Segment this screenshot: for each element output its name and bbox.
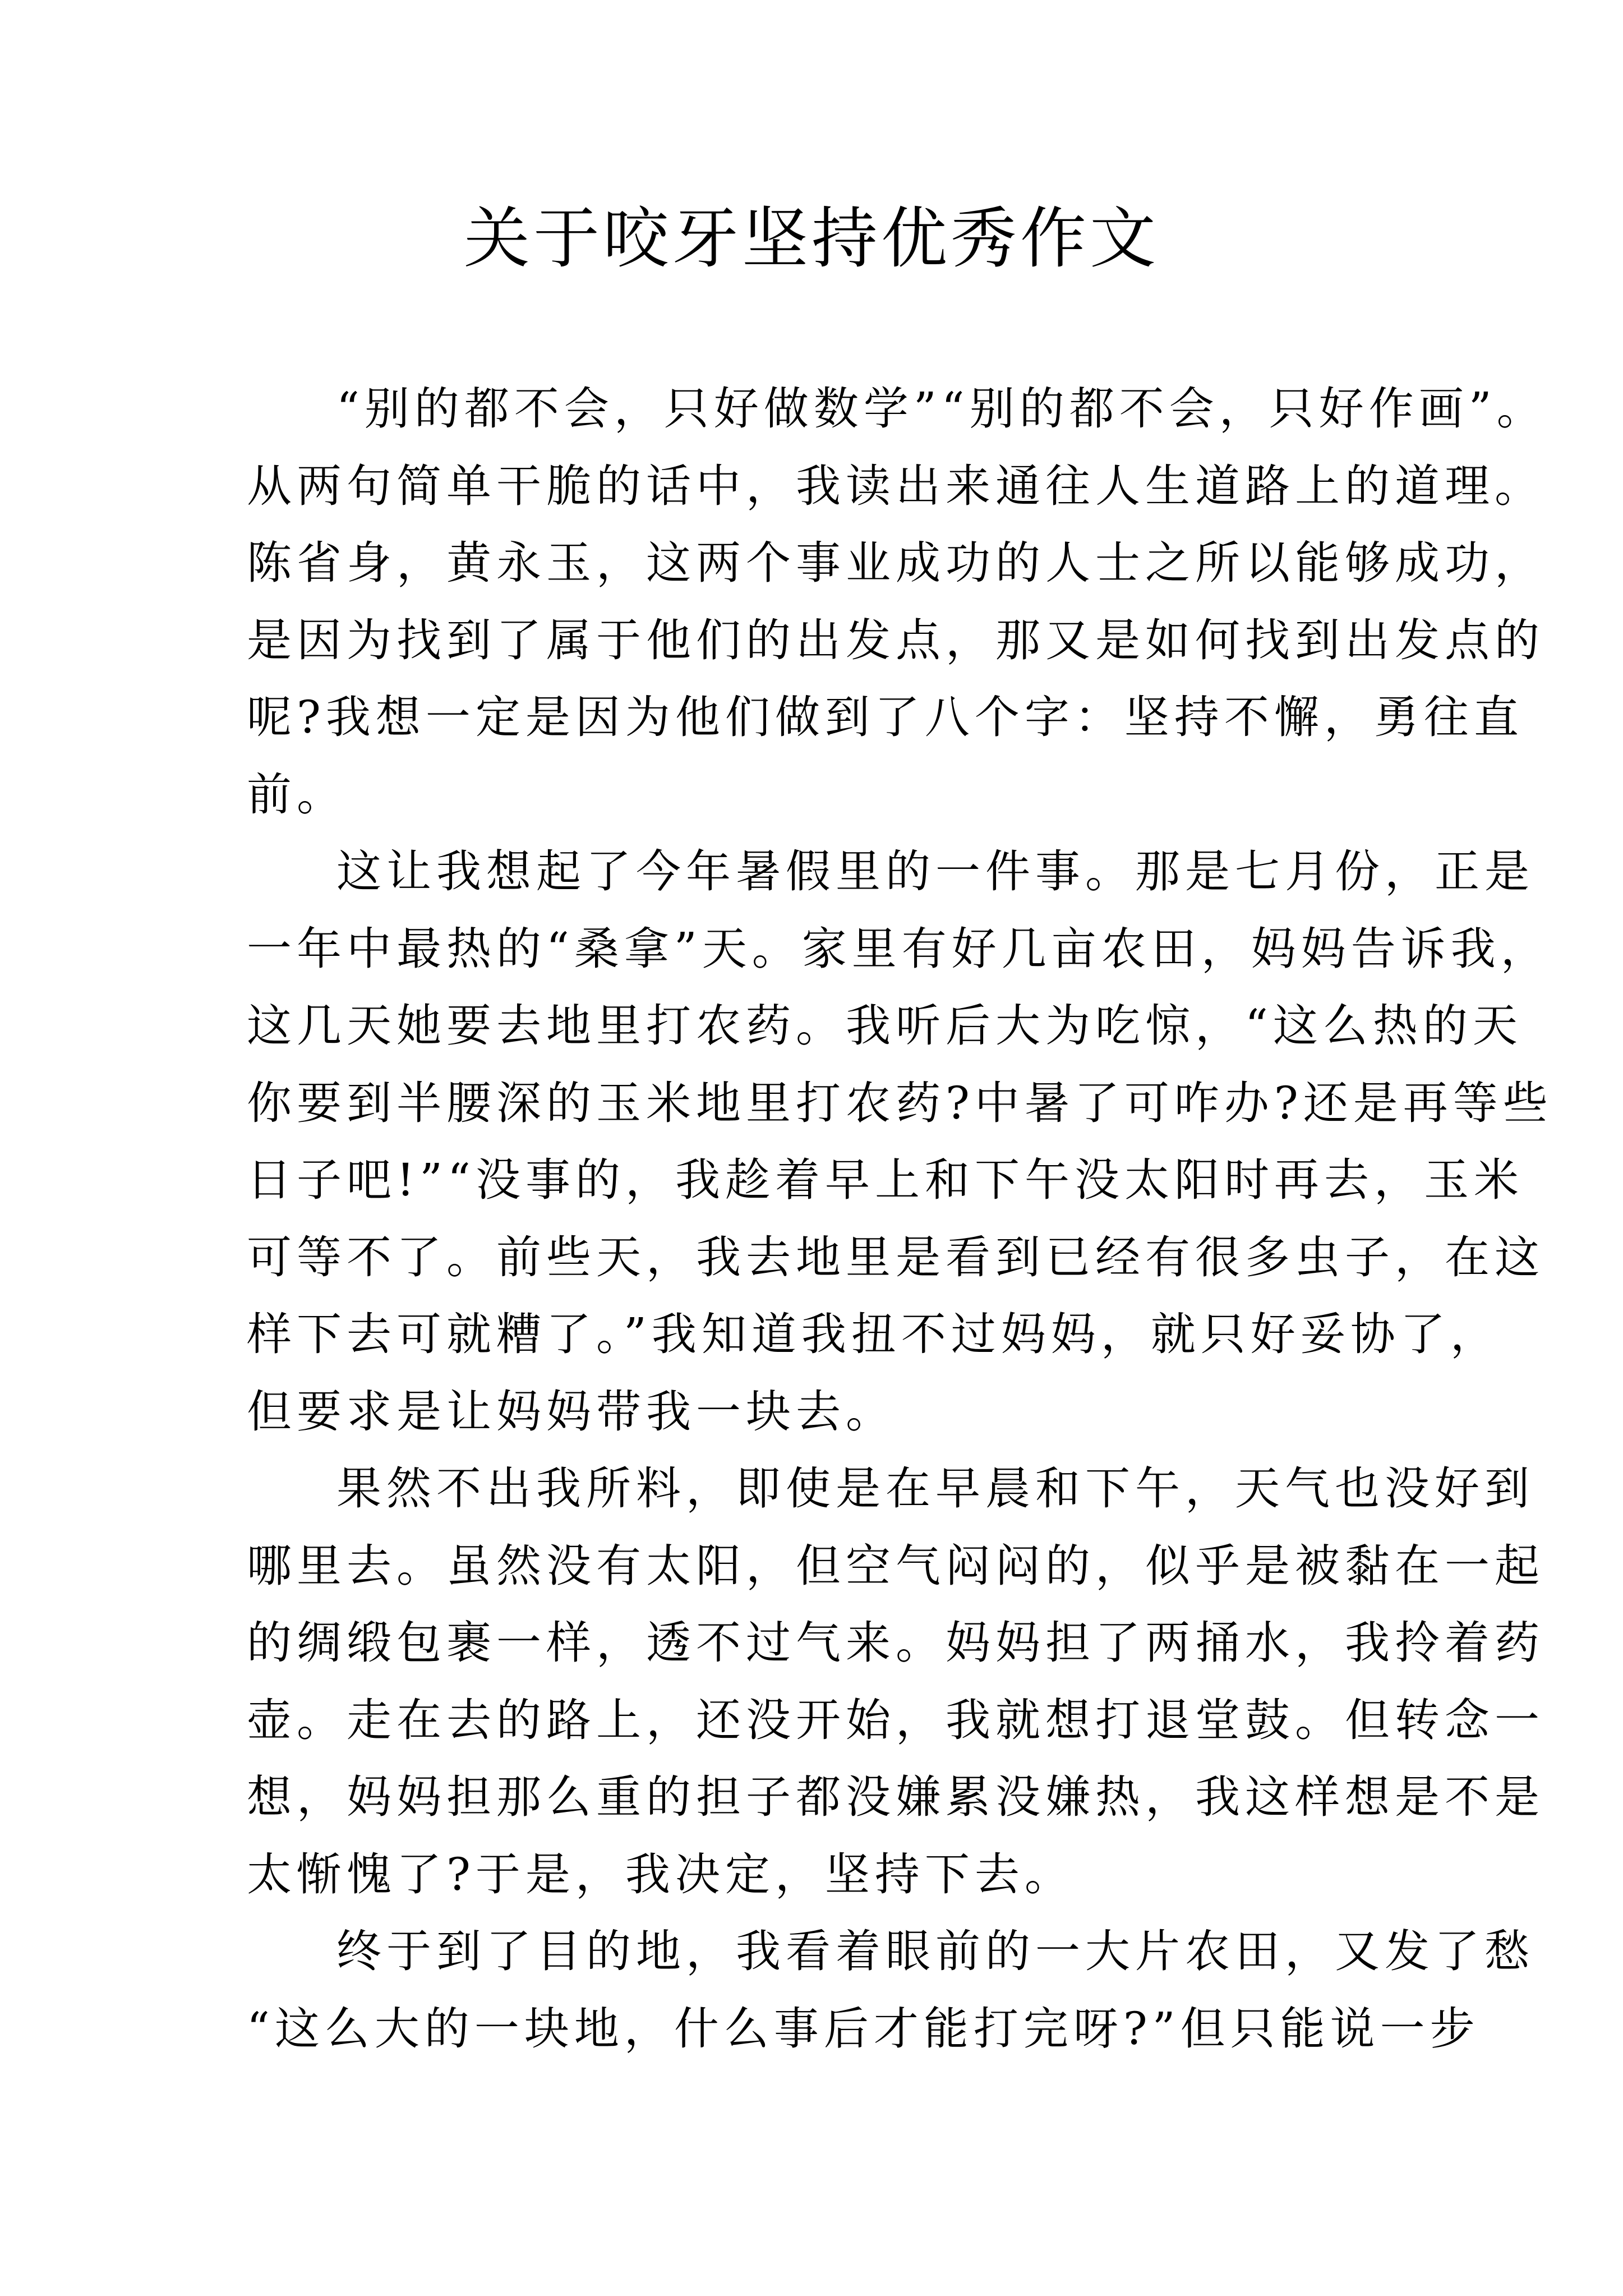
- text-line: 这让我想起了今年暑假里的一件事。那是七月份，正是: [336, 845, 1534, 898]
- text-line: 样下去可就糟了。”我知道我扭不过妈妈，就只好妥协了，: [247, 1308, 1500, 1360]
- document-title: 关于咬牙坚持优秀作文: [463, 200, 1159, 277]
- text-line: 是因为找到了属于他们的出发点，那又是如何找到出发点的: [247, 614, 1544, 666]
- text-line: 太惭愧了?于是，我决定，坚持下去。: [247, 1848, 1075, 1901]
- text-line: 终于到了目的地，我看着眼前的一大片农田，又发了愁: [336, 1925, 1534, 1977]
- text-line: 日子吧!”“没事的，我趁着早上和下午没太阳时再去，玉米: [247, 1154, 1524, 1206]
- text-line: 哪里去。虽然没有太阳，但空气闷闷的，似乎是被黏在一起: [247, 1539, 1544, 1592]
- text-line: 可等不了。前些天，我去地里是看到已经有很多虫子，在这: [247, 1231, 1544, 1283]
- document-body: [247, 370, 1553, 2067]
- text-line: 前。: [247, 768, 347, 821]
- text-line: 呢?我想一定是因为他们做到了八个字：坚持不懈，勇往直: [247, 691, 1524, 743]
- paragraph-1: [247, 370, 1547, 833]
- text-line: 的绸缎包裹一样，透不过气来。妈妈担了两捅水，我拎着药: [247, 1617, 1544, 1669]
- paragraph-4: [247, 1913, 1534, 2067]
- text-line: 陈省身，黄永玉，这两个事业成功的人士之所以能够成功，: [247, 537, 1544, 589]
- text-line: 这几天她要去地里打农药。我听后大为吃惊，“这么热的天: [247, 1000, 1523, 1052]
- text-line: 果然不出我所料，即使是在早晨和下午，天气也没好到: [336, 1462, 1534, 1515]
- text-line: 一年中最热的“桑拿”天。家里有好几亩农田，妈妈告诉我，: [247, 922, 1551, 975]
- text-line: 但要求是让妈妈带我一块去。: [247, 1385, 896, 1438]
- text-line: “别的都不会，只好做数学”“别的都不会，只好作画”。: [336, 383, 1547, 435]
- text-line: 你要到半腰深的玉米地里打农药?中暑了可咋办?还是再等些: [247, 1076, 1553, 1129]
- text-line: 想，妈妈担那么重的担子都没嫌累没嫌热，我这样想是不是: [247, 1771, 1544, 1823]
- text-line: 从两句简单干脆的话中，我读出来通往人生道路上的道理。: [247, 459, 1544, 512]
- paragraph-2: [247, 833, 1553, 1450]
- paragraph-3: [247, 1450, 1544, 1913]
- text-line: 壶。走在去的路上，还没开始，我就想打退堂鼓。但转念一: [247, 1694, 1544, 1746]
- text-line: “这么大的一块地，什么事后才能打完呀?”但只能说一步: [247, 2002, 1480, 2055]
